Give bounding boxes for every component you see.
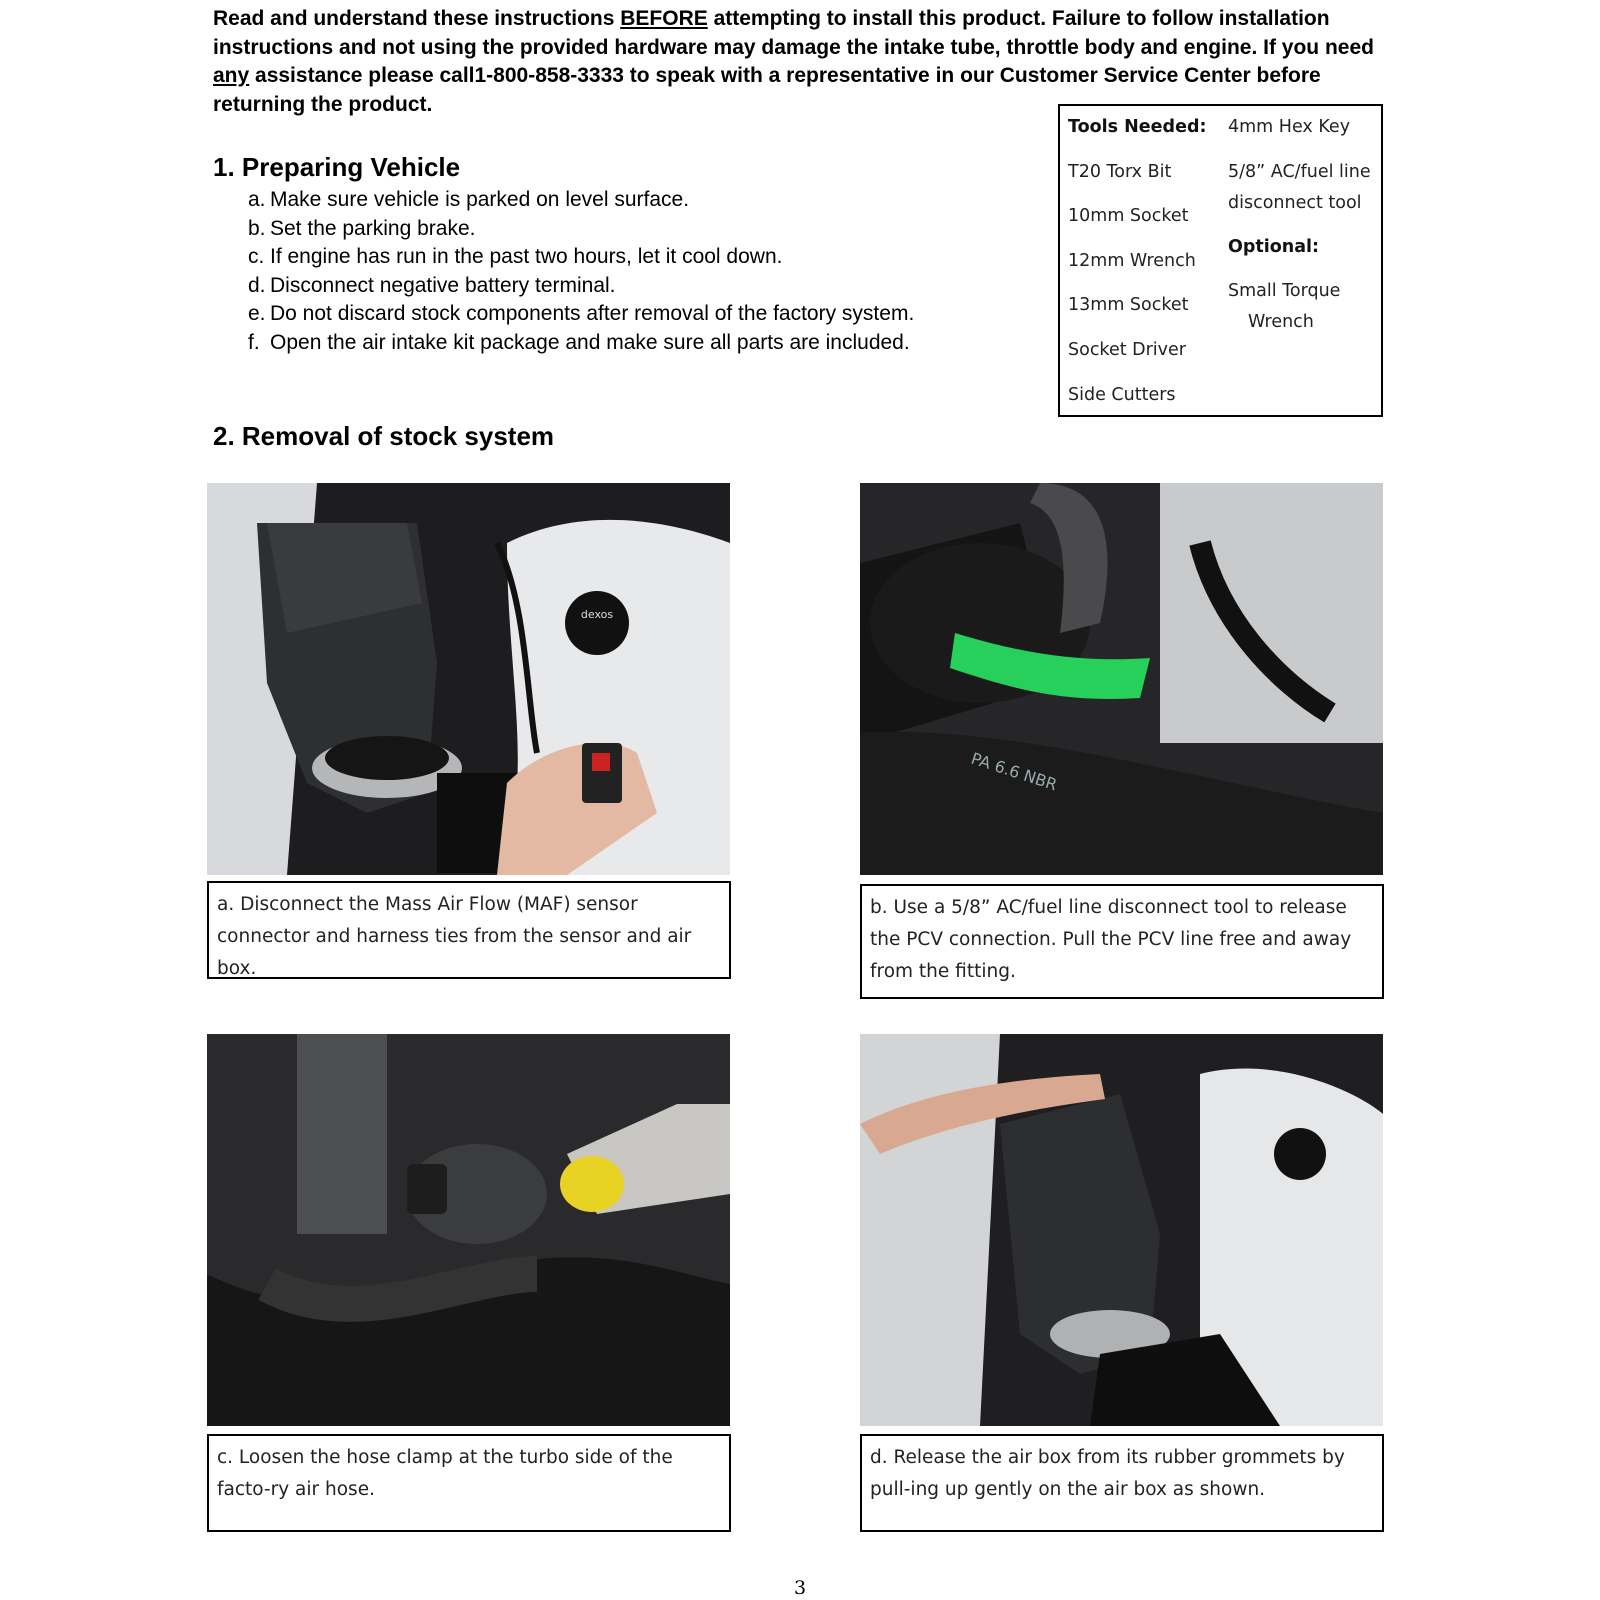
step-item: a. Make sure vehicle is parked on level surface.: [248, 188, 690, 211]
tool-item: T20 Torx Bit: [1068, 162, 1172, 182]
dexos-cap-text: dexos: [580, 608, 614, 621]
optional-heading: Optional:: [1228, 237, 1320, 257]
step-item: f. Open the air intake kit package and make sure all parts are included.: [248, 330, 910, 354]
tool-item: 12mm Wrench: [1068, 251, 1196, 271]
caption-a: a. Disconnect the Mass Air Flow (MAF) sensor connector and harness ties from the sensor and air box.: [207, 881, 731, 979]
warning-text-3: assistance please call1-800-858-3333 to speak with a representative in our Customer Service Center before returning the product.: [213, 64, 1321, 116]
tool-item: 4mm Hex Key: [1228, 117, 1351, 137]
photo-hose-clamp: [207, 1034, 730, 1426]
warning-text-1: Read and understand these instructions: [213, 7, 621, 30]
tool-item-cont: Wrench: [1248, 312, 1314, 332]
section-2-title: 2. Removal of stock system: [213, 421, 555, 451]
step-item: b. Set the parking brake.: [248, 216, 476, 240]
tool-item: 13mm Socket: [1068, 295, 1189, 315]
warning-any: any: [213, 64, 250, 87]
step-list: [248, 186, 914, 357]
tool-item: 10mm Socket: [1068, 206, 1189, 226]
caption-c: c. Loosen the hose clamp at the turbo side of the facto-ry air hose.: [207, 1434, 731, 1532]
step-item: e. Do not discard stock components after removal of the factory system.: [248, 302, 915, 325]
tool-item: Small Torque: [1228, 281, 1341, 301]
page-number: 3: [793, 1577, 807, 1599]
tools-box: [1058, 104, 1383, 417]
photo-maf-connector: [207, 483, 730, 875]
step-item: c. If engine has run in the past two hours, let it cool down.: [248, 245, 783, 268]
hose-print-text: PA 6.6 NBR: [968, 748, 1060, 795]
warning-before: BEFORE: [620, 7, 708, 30]
tool-item-cont: disconnect tool: [1228, 193, 1362, 213]
photo-air-box-release: [860, 1034, 1383, 1426]
section-1-title: 1. Preparing Vehicle: [213, 152, 461, 182]
caption-b: b. Use a 5/8” AC/fuel line disconnect tool to release the PCV connection. Pull the PCV line free and away from the fitting.: [860, 884, 1384, 999]
tool-item: 5/8” AC/fuel line: [1228, 162, 1371, 182]
tool-item: Socket Driver: [1068, 340, 1186, 360]
step-item: d. Disconnect negative battery terminal.: [248, 273, 616, 297]
tool-item: Side Cutters: [1068, 385, 1176, 405]
tools-heading: Tools Needed:: [1068, 117, 1207, 137]
caption-d: d. Release the air box from its rubber grommets by pull-ing up gently on the air box as shown.: [860, 1434, 1384, 1532]
warning-text-2: attempting to install this product. Failure to follow installation instructions and not using the provided hardware may damage the intake tube, throttle body and engine. If you need: [213, 7, 1374, 59]
warning-paragraph: [213, 5, 1388, 119]
photo-pcv-disconnect: [860, 483, 1383, 875]
